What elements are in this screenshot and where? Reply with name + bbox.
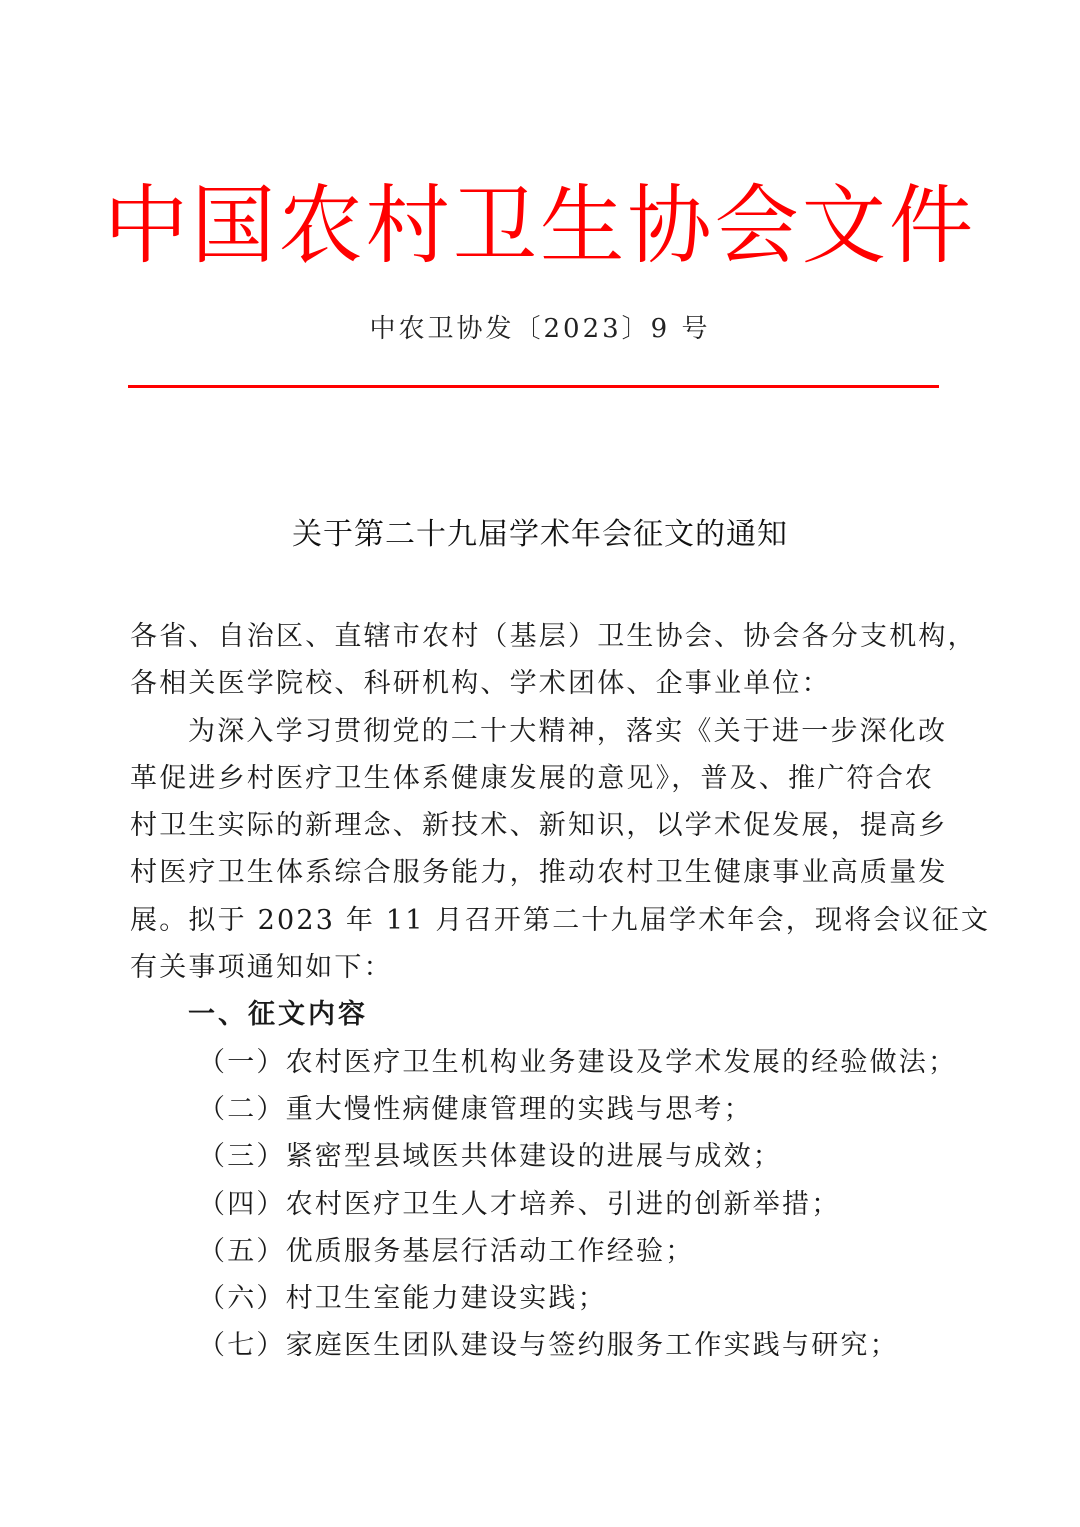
intro-paragraph-line: 展。拟于 2023 年 11 月召开第二十九届学术年会，现将会议征文 (130, 904, 991, 936)
intro-paragraph-line: 为深入学习贯彻党的二十大精神，落实《关于进一步深化改 (188, 715, 948, 747)
intro-paragraph-line: 村医疗卫生体系综合服务能力，推动农村卫生健康事业高质量发 (130, 857, 948, 889)
intro-paragraph-line: 村卫生实际的新理念、新技术、新知识，以学术促发展，提高乡 (130, 810, 948, 842)
list-item: （三）紧密型县域医共体建设的进展与成效； (198, 1141, 782, 1173)
list-item: （七）家庭医生团队建设与签约服务工作实践与研究； (198, 1330, 899, 1362)
section-heading: 一、征文内容 (188, 999, 368, 1031)
salutation-line: 各相关医学院校、科研机构、学术团体、企事业单位： (130, 668, 831, 700)
list-item: （五）优质服务基层行活动工作经验； (198, 1235, 695, 1267)
intro-paragraph-line: 有关事项通知如下： (130, 952, 393, 984)
list-item: （一）农村医疗卫生机构业务建设及学术发展的经验做法； (198, 1046, 958, 1078)
document-title: 关于第二十九届学术年会征文的通知 (292, 517, 788, 552)
document-body (130, 613, 991, 1370)
list-item: （六）村卫生室能力建设实践； (198, 1283, 607, 1315)
intro-paragraph-line: 革促进乡村医疗卫生体系健康发展的意见》，普及、推广符合农 (130, 762, 935, 794)
list-item: （二）重大慢性病健康管理的实践与思考； (198, 1093, 753, 1125)
red-divider-rule (128, 385, 939, 388)
list-item: （四）农村医疗卫生人才培养、引进的创新举措； (198, 1188, 841, 1220)
document-masthead: 中国农村卫生协会文件 (103, 176, 977, 276)
salutation-line: 各省、自治区、直辖市农村（基层）卫生协会、协会各分支机构， (130, 621, 977, 652)
document-number: 中农卫协发〔2023〕9 号 (369, 314, 711, 344)
